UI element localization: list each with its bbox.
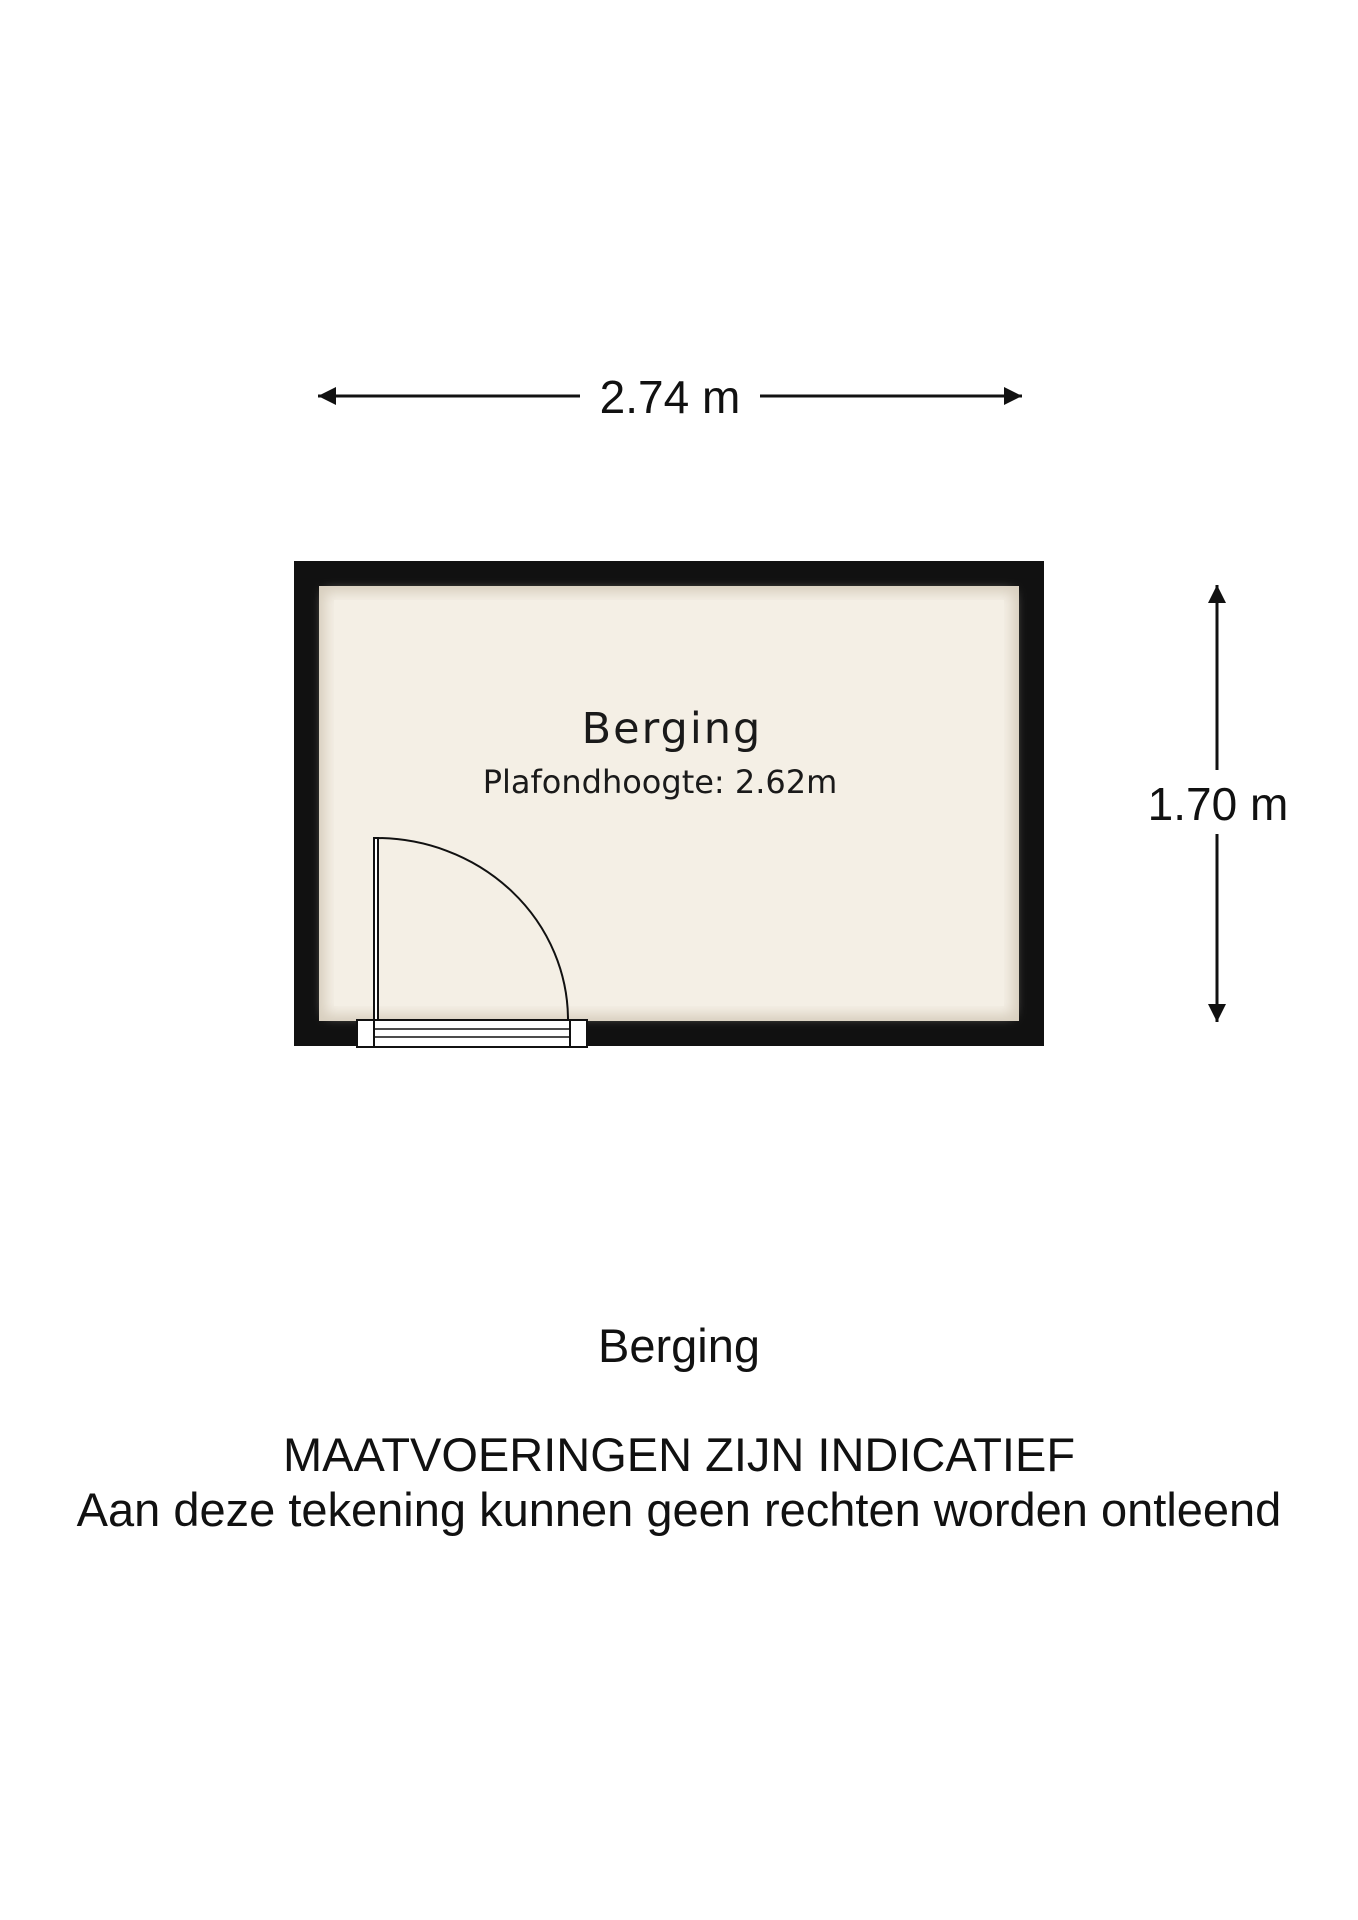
width-dimension-label: 2.74 m [599,371,741,423]
room-berging [294,561,1044,1047]
disclaimer-line-2: Aan deze tekening kunnen geen rechten worden ontleend [76,1483,1282,1536]
door-threshold [357,1020,587,1047]
floor-core [334,600,1004,1006]
door-leaf [374,838,378,1020]
height-dimension [1148,585,1289,1022]
height-dimension-label: 1.70 m [1147,778,1289,830]
room-name: Berging [581,704,763,754]
width-dimension [318,371,1022,423]
room-ceiling-height: Plafondhoogte: 2.62m [482,763,838,801]
disclaimer-line-1: MAATVOERINGEN ZIJN INDICATIEF [282,1428,1076,1481]
caption-title: Berging [598,1319,760,1372]
